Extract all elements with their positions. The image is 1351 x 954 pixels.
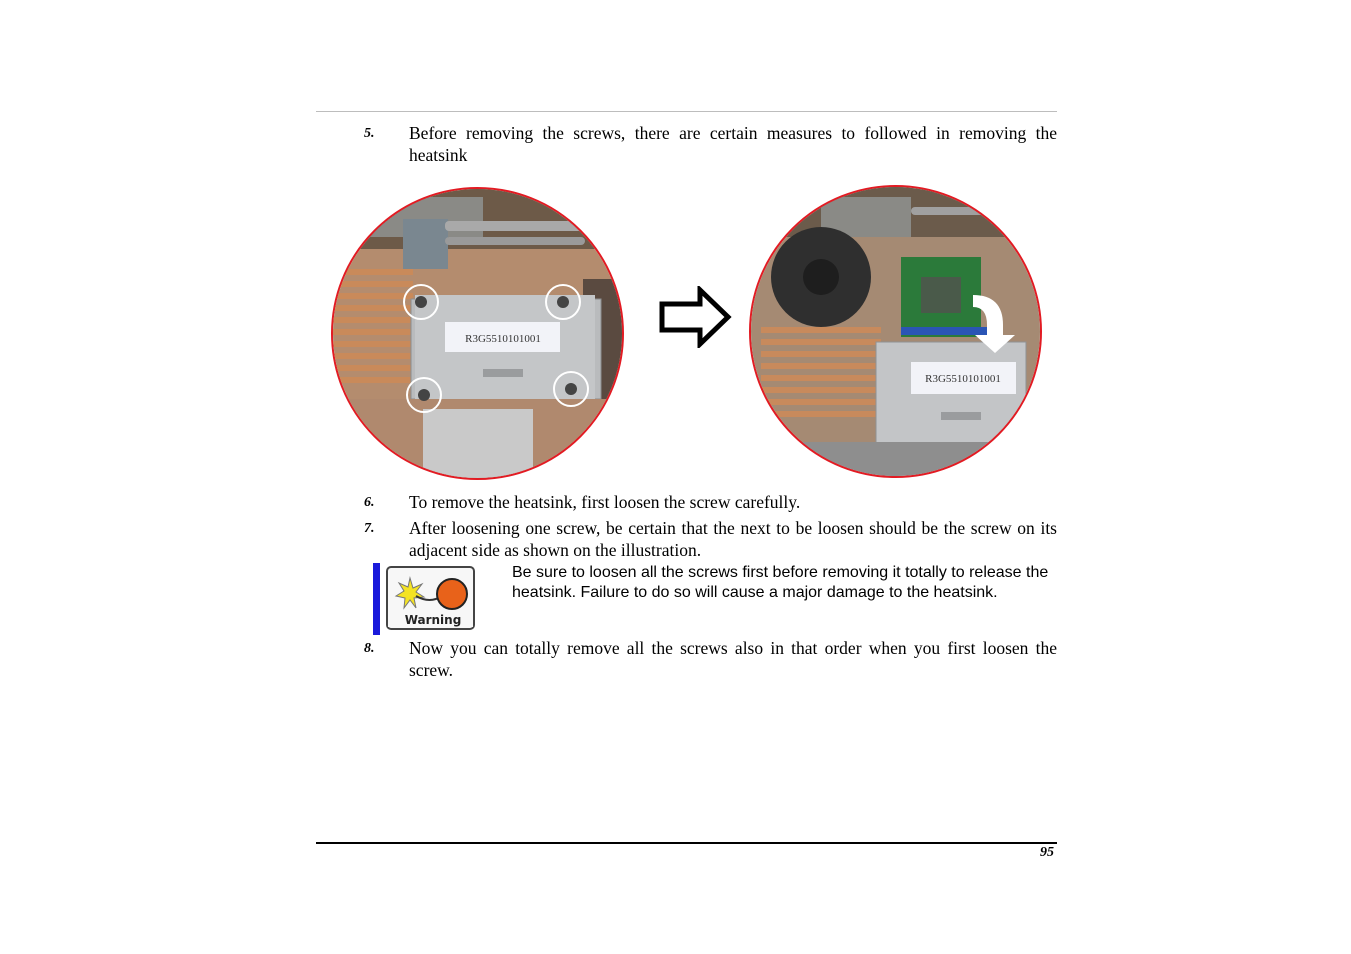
step-text: After loosening one screw, be certain that the next to be loosen should be the screw on its adjacent side as shown on the illustration. [409, 518, 1057, 560]
warning-text: Be sure to loosen all the screws first before removing it totally to release the heatsink. Failure to do so will cause a major damage to the heatsink. [512, 564, 1049, 601]
warning-icon-label: Warning [404, 613, 462, 627]
warning-bomb-icon [386, 566, 475, 630]
header-rule [316, 111, 1057, 112]
step-6 [364, 491, 1057, 513]
step-number: 7. [364, 521, 375, 536]
step-text: To remove the heatsink, first loosen the screw carefully. [409, 492, 801, 512]
step-text: Now you can totally remove all the screws also in that order when you first loosen the screw. [409, 638, 1057, 680]
step-number: 6. [364, 495, 375, 510]
heatsink-label: R3G5510101001 [465, 333, 541, 345]
step-8 [364, 637, 1057, 681]
step-5 [364, 122, 1057, 166]
page-number: 95 [1040, 845, 1054, 860]
heatsink-screws-photo [331, 187, 624, 480]
footer-rule [316, 842, 1057, 844]
right-arrow-icon [658, 286, 732, 348]
step-number: 5. [364, 126, 375, 141]
step-7 [364, 517, 1057, 561]
heatsink-removal-photo [749, 185, 1042, 478]
warning-bar [373, 563, 380, 635]
step-text: Before removing the screws, there are certain measures to followed in removing the heatsink [409, 123, 1057, 165]
step-number: 8. [364, 641, 375, 656]
heatsink-label: R3G5510101001 [925, 373, 1001, 385]
